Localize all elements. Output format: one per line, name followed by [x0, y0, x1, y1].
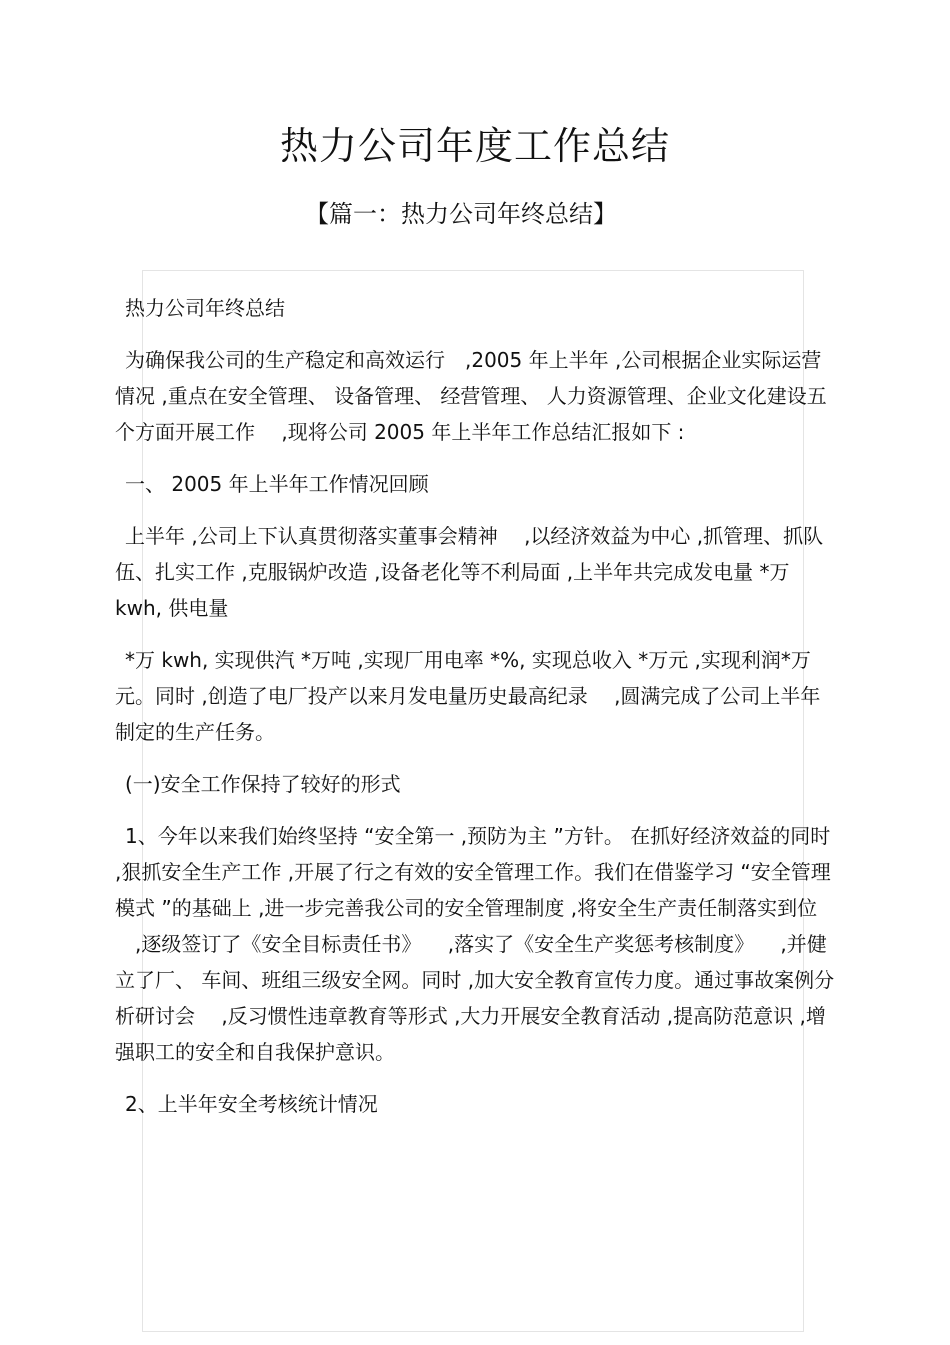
section-heading: 一、 2005 年上半年工作情况回顾	[125, 472, 429, 496]
section-heading: (一)安全工作保持了较好的形式	[125, 772, 401, 796]
paragraph-safety: 1、今年以来我们始终坚持 “安全第一 ,预防为主 ”方针。 在抓好经济效益的同时 ,狠抓安全生产工作 ,开展了行之有效的安全管理工作。我们在借鉴学习 “安全管理模式 ”的基础上 ,进一步完善我公司的安全管理制度 ,将安全生产责任制落实到位 ,逐级签订了《安全目标责任书》 ,落实了《安全生产奖惩考核制度》 ,并健立了厂、 车间、班组三级安全网。同时 ,加大安全教育宣传力度。通过事故案例分析研讨会 ,反习惯性违章教育等形式 ,大力开展安全教育活动 ,提高防范意识 ,增强职工的安全和自我保护意识。	[115, 824, 835, 1064]
paragraph-intro: 为确保我公司的生产稳定和高效运行 ,2005 年上半年 ,公司根据企业实际运营情况 ,重点在安全管理、 设备管理、 经营管理、 人力资源管理、企业文化建设五个方面开展工作 ,现将公司 2005 年上半年工作总结汇报如下 :	[115, 348, 827, 444]
paragraph-results: *万 kwh, 实现供汽 *万吨 ,实现厂用电率 *%, 实现总收入 *万元 ,实现利润*万元。同时 ,创造了电厂投产以来月发电量历史最高纪录 ,圆满完成了公司上半年制定的生产任务。	[115, 648, 821, 744]
paragraph-review: 上半年 ,公司上下认真贯彻落实董事会精神 ,以经济效益为中心 ,抓管理、抓队伍、扎实工作 ,克服锅炉改造 ,设备老化等不利局面 ,上半年共完成发电量 *万 kwh, 供电量	[115, 524, 824, 620]
document-body	[115, 290, 835, 1138]
document-title: 热力公司年度工作总结	[279, 124, 670, 168]
document-subtitle: 【篇一：热力公司年终总结】	[305, 200, 617, 228]
section-heading: 2、上半年安全考核统计情况	[125, 1092, 378, 1116]
section-heading: 热力公司年终总结	[125, 296, 285, 320]
